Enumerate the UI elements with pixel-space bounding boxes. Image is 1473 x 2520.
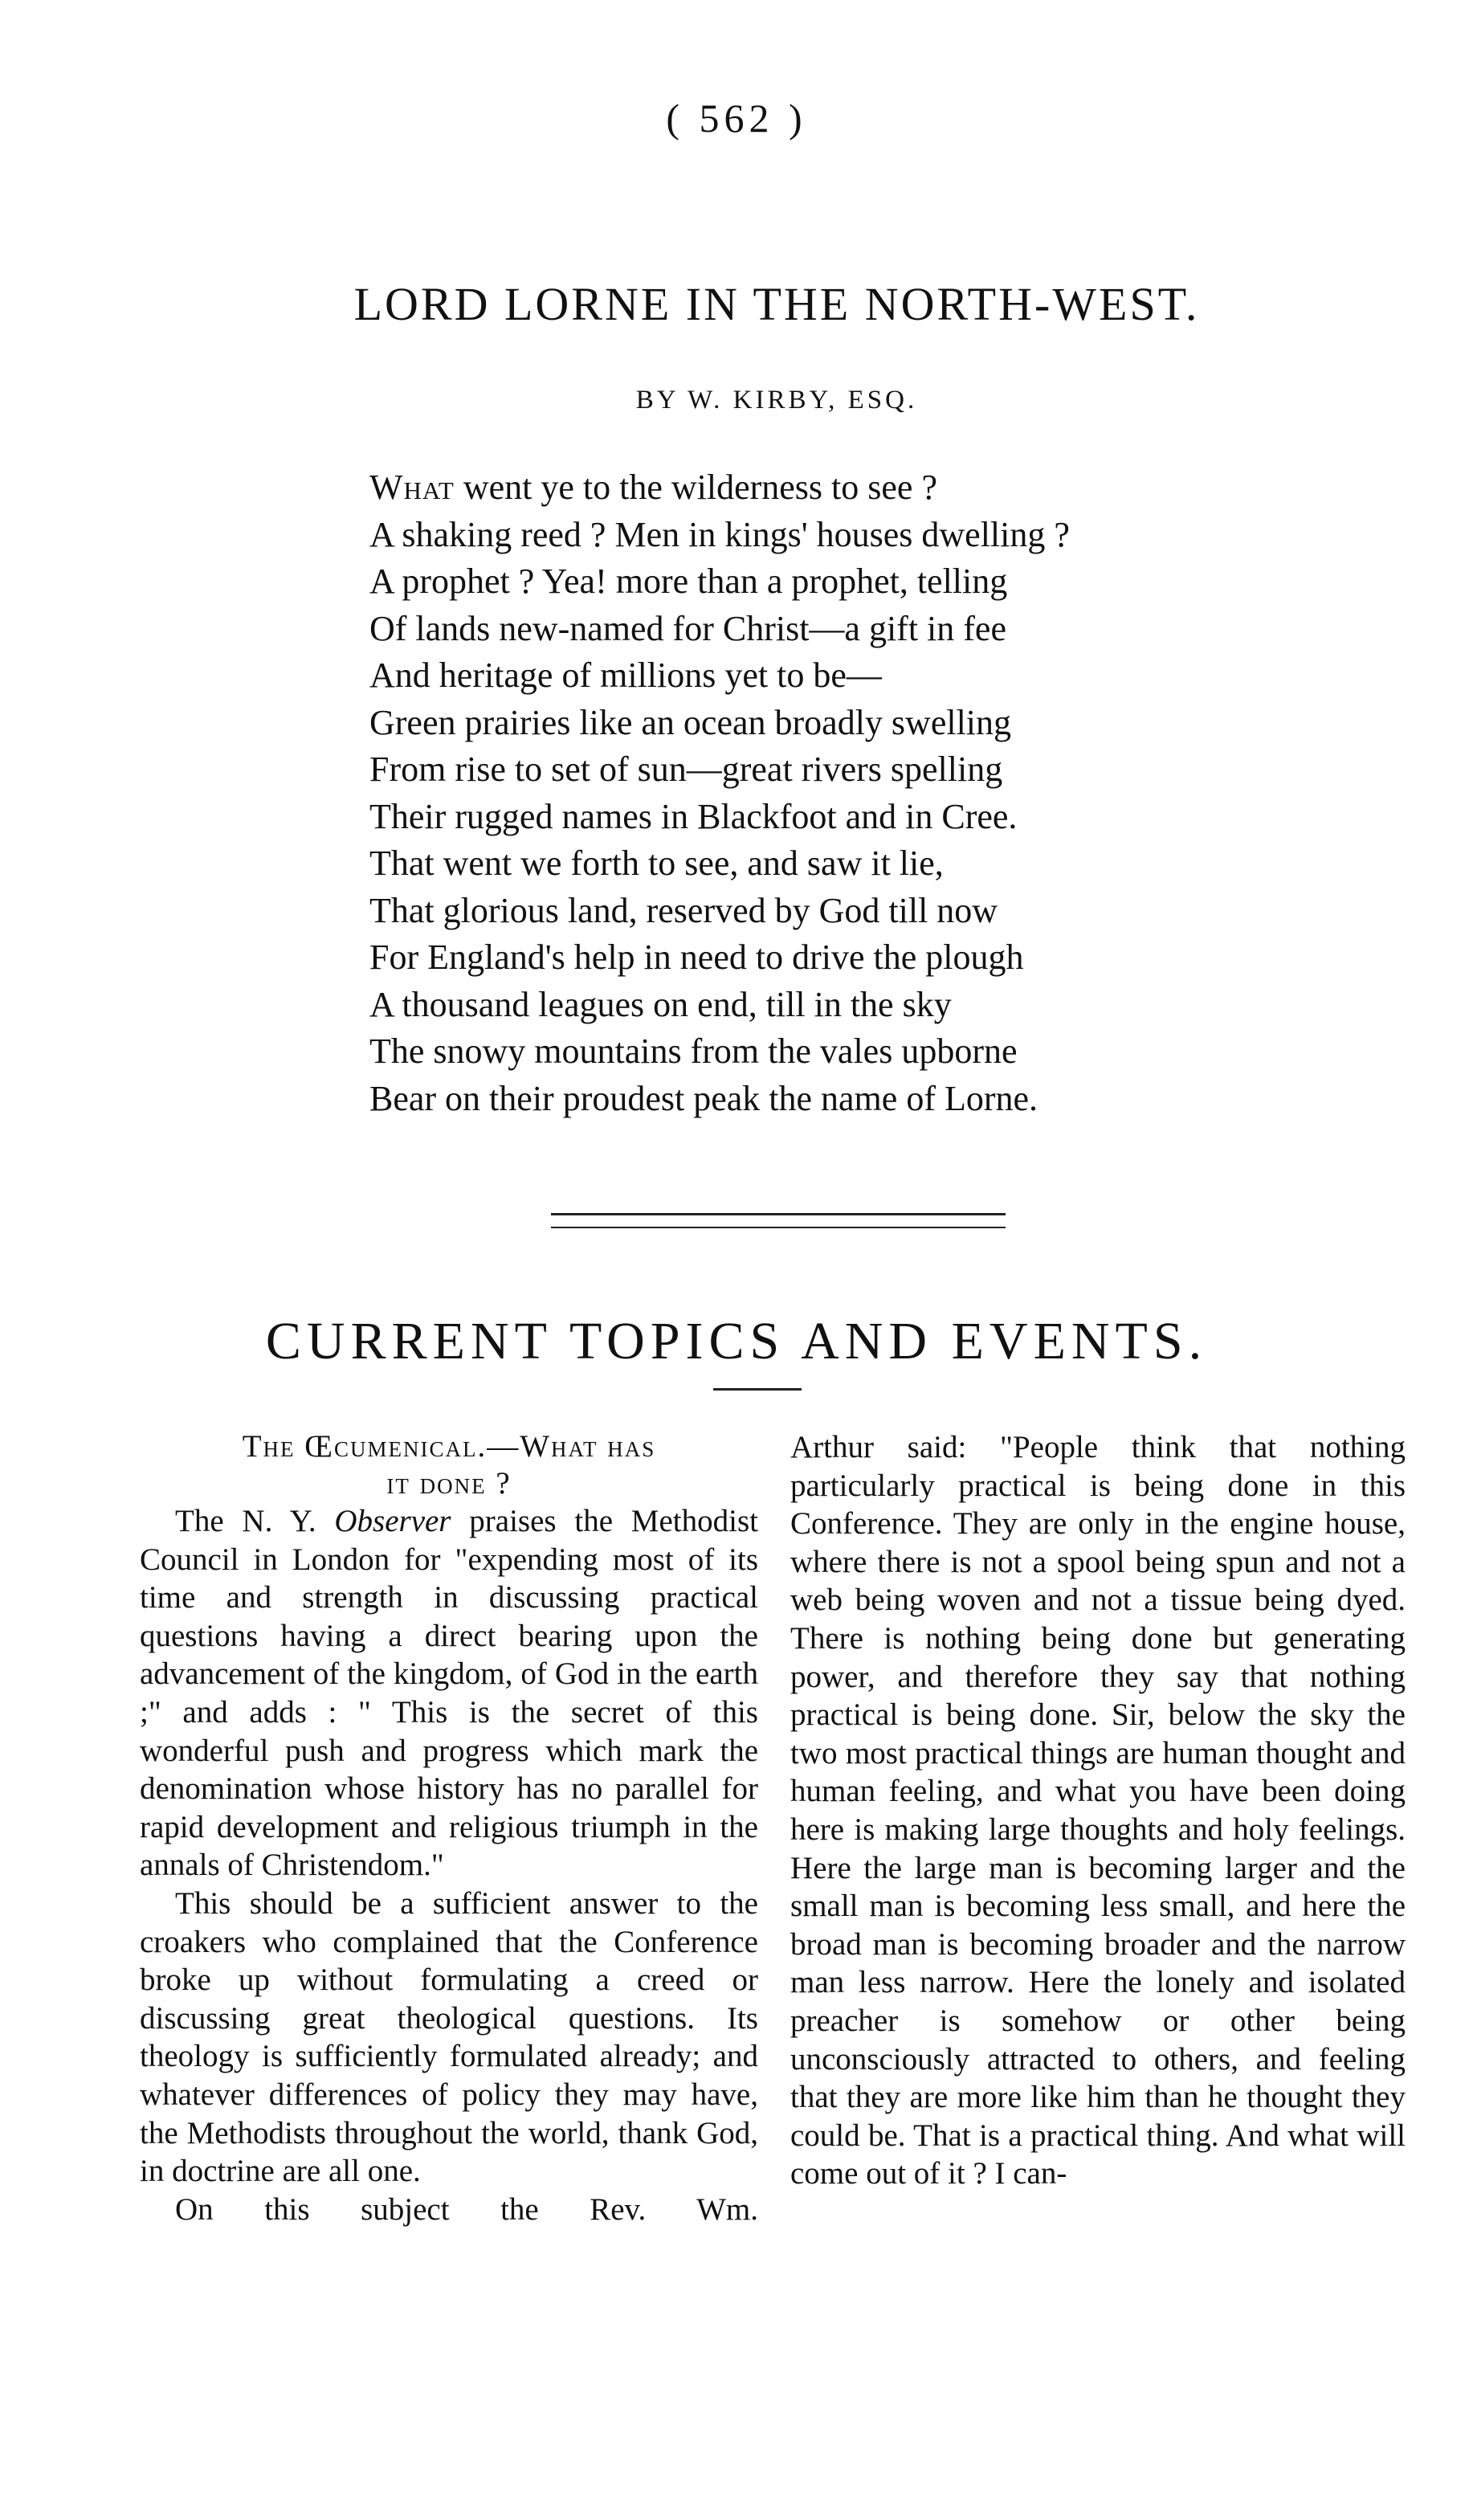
article-column-right	[790, 1428, 1406, 2193]
poem-line: Their rugged names in Blackfoot and in Cree.	[369, 796, 1018, 836]
article-heading	[140, 1428, 758, 1502]
article-column-left	[140, 1428, 758, 2228]
paragraph-text: praises the Methodist Council in London for "expending most of its time and strength in discussing practical questions having a direct bearing upon the advancement of the kingdom, of God in the earth ;" and adds : " This is the secret of this wonderful push and progress which mark the denomination whose history has no parallel for rapid development and religious triumph in the annals of Christendom."	[140, 1504, 758, 1883]
article-heading-line1: The Œcumenical.—What has	[242, 1429, 656, 1464]
article-paragraph: This should be a sufficient answer to the croakers who complained that the Conference broke up without formulating a creed or discussing great theological questions. Its theology is sufficiently formulated already; and whatever differences of policy they may have, the Methodists throughout the world, thank God, in doctrine are all one.	[140, 1885, 758, 2189]
poem-line: That went we forth to see, and saw it lie,	[369, 843, 944, 883]
poem-title: LORD LORNE IN THE NORTH-WEST.	[353, 278, 1200, 330]
poem-line: Bear on their proudest peak the name of Lorne.	[369, 1078, 1038, 1118]
article-paragraph: Arthur said: "People think that nothing particularly practical is being done in this Conference. They are only in the engine house, where there is not a spool being spun and not a web being woven and not a tissue being dyed. There is nothing being done but generating power, and therefore they say that nothing practical is being done. Sir, below the sky the two most practical things are human thought and human feeling, and what you have been doing here is making large thoughts and holy feelings. Here the large man is becoming larger and the small man is becoming less small, and here the broad man is becoming broader and the narrow man less narrow. Here the lonely and isolated preacher is somehow or other being unconsciously attracted to others, and feeling that they are more like him than he thought they could be. That is a practical thing. And what will come out of it ? I can-	[790, 1430, 1406, 2191]
poem-first-word: What	[369, 468, 455, 507]
newspaper-name: Observer	[334, 1504, 451, 1538]
poem-line	[369, 464, 1333, 512]
poem-line: For England's help in need to drive the plough	[369, 937, 1024, 977]
article-heading-line2: it done ?	[386, 1466, 512, 1501]
poem-line: A prophet ? Yea! more than a prophet, telling	[369, 562, 1008, 601]
article-paragraph: On this subject the Rev. Wm.	[175, 2191, 758, 2227]
poem-line: And heritage of millions yet to be—	[369, 656, 882, 695]
article-paragraph	[140, 1502, 758, 1885]
poem-line: That glorious land, reserved by God till now	[369, 890, 998, 930]
poem-line: The snowy mountains from the vales upborne	[369, 1031, 1018, 1071]
poem-line: A shaking reed ? Men in kings' houses dwelling ?	[369, 514, 1070, 554]
page-number: ( 562 )	[666, 96, 807, 141]
poem-line: A thousand leagues on end, till in the sky	[369, 984, 952, 1024]
poem-body	[369, 464, 1333, 1122]
paragraph-text: The N. Y.	[175, 1504, 335, 1538]
poem-first-line-rest: went ye to the wilderness to see ?	[454, 468, 937, 507]
poem-line: From rise to set of sun—great rivers spelling	[369, 749, 1003, 789]
section-title: CURRENT TOPICS AND EVENTS.	[265, 1312, 1208, 1370]
poem-line: Green prairies like an ocean broadly swelling	[369, 702, 1012, 742]
poem-line: Of lands new-named for Christ—a gift in fee	[369, 608, 1006, 648]
poem-byline: BY W. KIRBY, ESQ.	[635, 386, 918, 415]
section-divider	[551, 1213, 1006, 1228]
title-underline	[713, 1388, 802, 1391]
